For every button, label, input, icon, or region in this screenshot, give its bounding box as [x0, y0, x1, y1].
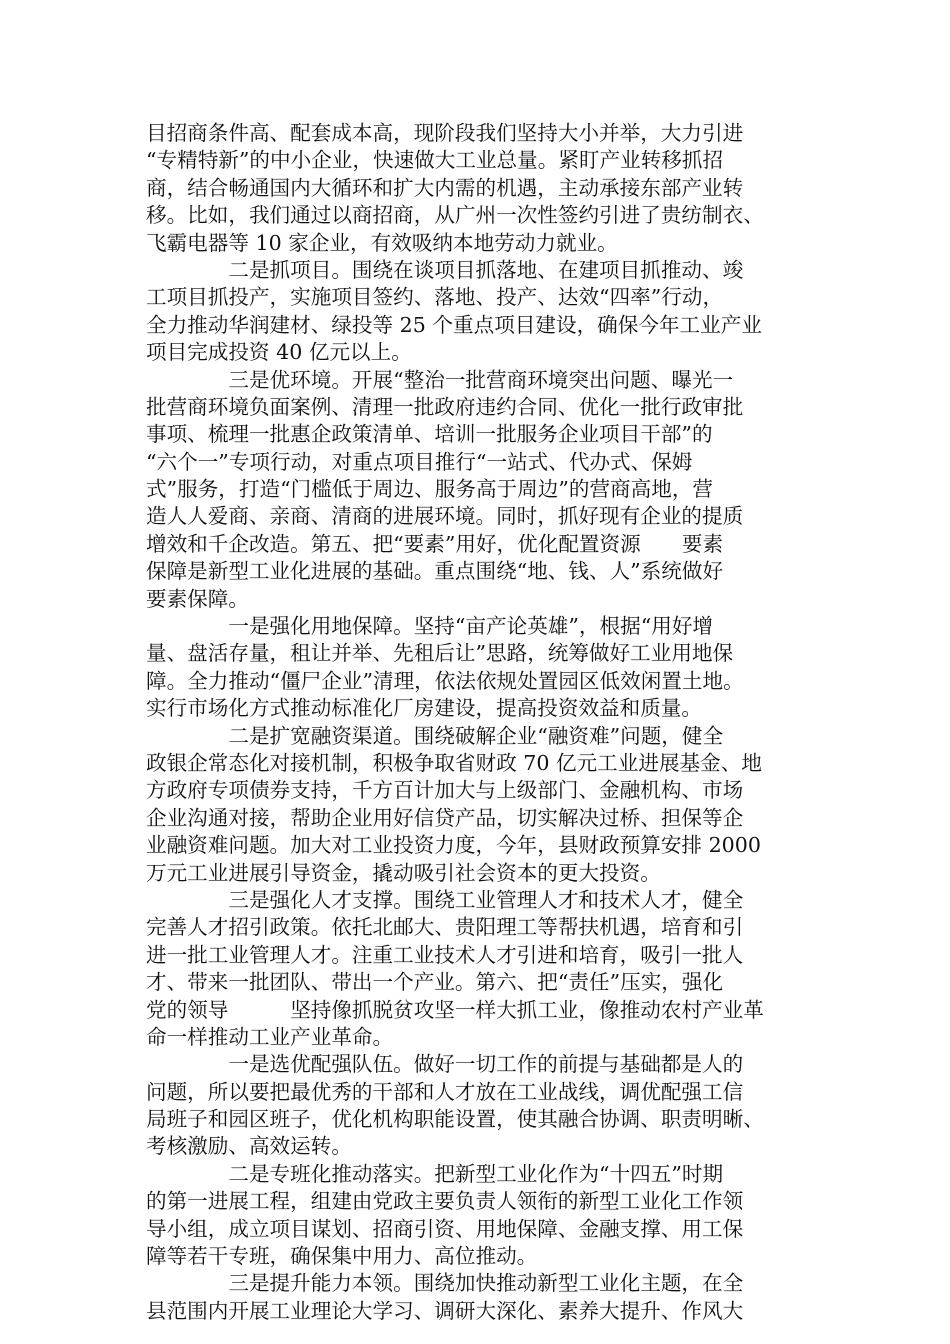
text-line: 二是扩宽融资渠道。围绕破解企业“融资难”问题，健全	[146, 723, 724, 748]
text-line: 一是选优配强队伍。做好一切工作的前提与基础都是人的	[146, 1052, 744, 1077]
text-line: 命一样推动工业产业革命。	[146, 1024, 394, 1049]
text-line: 考核激励、高效运转。	[146, 1134, 352, 1159]
text-line: 工项目抓投产，实施项目签约、落地、投产、达效“四率”行动，	[146, 285, 724, 310]
text-line: 三是提升能力本领。围绕加快推动新型工业化主题，在全	[146, 1271, 744, 1296]
text-line: 造人人爱商、亲商、清商的进展环境。同时，抓好现有企业的提质	[146, 504, 744, 529]
text-line: 才、带来一批团队、带出一个产业。第六、把“责任”压实，强化	[146, 970, 724, 995]
text-line: 一是强化用地保障。坚持“亩产论英雄”，根据“用好增	[146, 614, 714, 639]
text-line: 业融资难问题。加大对工业投资力度，今年，县财政预算安排 2000	[146, 833, 761, 858]
text-line: 移。比如，我们通过以商招商，从广州一次性签约引进了贵纺制衣、	[146, 203, 764, 228]
text-line: 万元工业进展引导资金，撬动吸引社会资本的更大投资。	[146, 860, 661, 885]
text-line: 的第一进展工程，组建由党政主要负责人领衔的新型工业化工作领	[146, 1189, 744, 1214]
text-line: 二是专班化推动落实。把新型工业化作为“十四五”时期	[146, 1161, 724, 1186]
text-line: 飞霸电器等 10 家企业，有效吸纳本地劳动力就业。	[146, 230, 618, 255]
text-line: 问题，所以要把最优秀的干部和人才放在工业战线，调优配强工信	[146, 1079, 744, 1104]
body-text	[146, 120, 818, 1325]
text-line: 方政府专项债券支持，千方百计加大与上级部门、金融机构、市场	[146, 778, 744, 803]
text-line: 进一批工业管理人才。注重工业技术人才引进和培育，吸引一批人	[146, 942, 744, 967]
text-line: 式”服务，打造“门槛低于周边、服务高于周边”的营商高地，营	[146, 477, 714, 502]
text-line: 全力推动华润建材、绿投等 25 个重点项目建设，确保今年工业产业	[146, 312, 762, 337]
text-line: 企业沟通对接，帮助企业用好信贷产品，切实解决过桥、担保等企	[146, 805, 744, 830]
text-line: “六个一”专项行动，对重点项目推行“一站式、代办式、保姆	[146, 449, 693, 474]
text-line: 三是优环境。开展“整治一批营商环境突出问题、曝光一	[146, 367, 734, 392]
text-line: “专精特新”的中小企业，快速做大工业总量。紧盯产业转移抓招	[146, 148, 724, 173]
text-line: 三是强化人才支撑。围绕工业管理人才和技术人才，健全	[146, 887, 744, 912]
text-line: 目招商条件高、配套成本高，现阶段我们坚持大小并举，大力引进	[146, 121, 744, 145]
text-line: 二是抓项目。围绕在谈项目抓落地、在建项目抓推动、竣	[146, 257, 744, 282]
text-line: 完善人才招引政策。依托北邮大、贵阳理工等帮扶机遇，培育和引	[146, 915, 744, 940]
text-line: 县范围内开展工业理论大学习、调研大深化、素养大提升、作风大	[146, 1298, 744, 1323]
text-line: 批营商环境负面案例、清理一批政府违约合同、优化一批行政审批	[146, 394, 744, 419]
text-line: 保障是新型工业化进展的基础。重点围绕“地、钱、人”系统做好	[146, 559, 724, 584]
text-line: 实行市场化方式推动标准化厂房建设，提高投资效益和质量。	[146, 696, 703, 721]
text-line: 党的领导 坚持像抓脱贫攻坚一样大抓工业，像推动农村产业革	[146, 997, 764, 1022]
text-line: 商，结合畅通国内大循环和扩大内需的机遇，主动承接东部产业转	[146, 175, 744, 200]
text-line: 项目完成投资 40 亿元以上。	[146, 340, 412, 365]
text-line: 增效和千企改造。第五、把“要素”用好，优化配置资源 要素	[146, 531, 724, 556]
text-line: 障等若干专班，确保集中用力、高位推动。	[146, 1244, 538, 1269]
text-line: 事项、梳理一批惠企政策清单、培训一批服务企业项目干部”的	[146, 422, 713, 447]
text-line: 量、盘活存量，租让并举、先租后让”思路，统筹做好工业用地保	[146, 641, 734, 666]
text-line: 局班子和园区班子，优化机构职能设置，使其融合协调、职责明晰、	[146, 1107, 764, 1132]
text-line: 要素保障。	[146, 586, 249, 611]
text-line: 障。全力推动“僵尸企业”清理，依法依规处置园区低效闲置土地。	[146, 668, 744, 693]
text-line: 导小组，成立项目谋划、招商引资、用地保障、金融支撑、用工保	[146, 1216, 744, 1241]
text-line: 政银企常态化对接机制，积极争取省财政 70 亿元工业进展基金、地	[146, 750, 762, 775]
